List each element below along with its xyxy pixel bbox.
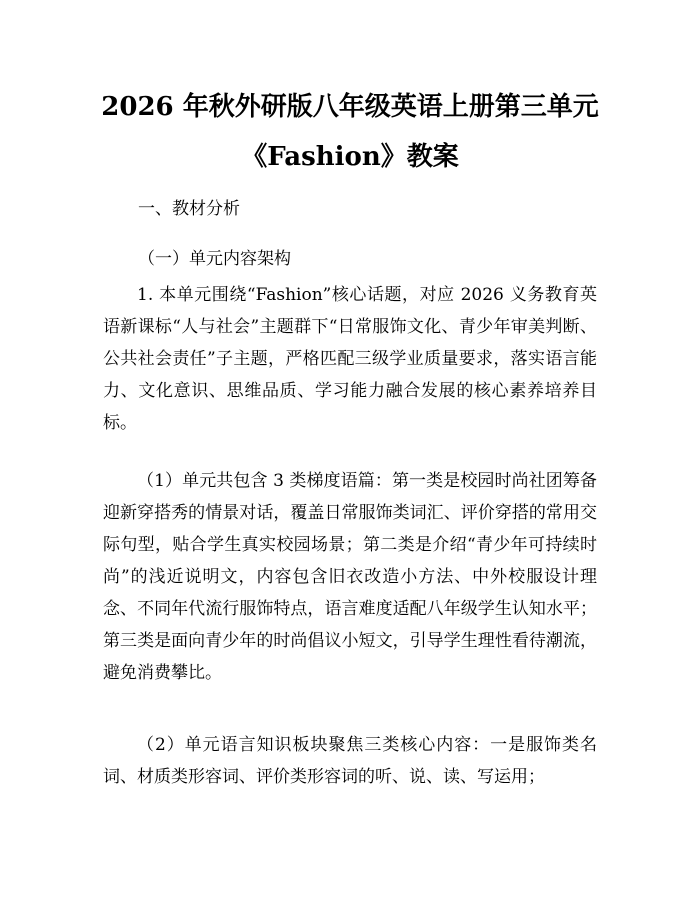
- paragraph-unit-topic: 1. 本单元围绕“Fashion”核心话题，对应 2026 义务教育英语新课标“人与社会”主题群下“日常服饰文化、青少年审美判断、公共社会责任”子主题，严格匹配三级学业质量要求，落实语言能力、文化意识、思维品质、学习能力融合发展的核心素养培养目标。: [103, 285, 597, 433]
- document-title-line-2: 《Fashion》教案: [241, 142, 459, 172]
- subsection-heading-unit-structure: （一）单元内容架构: [138, 249, 291, 269]
- section-heading-textbook-analysis: 一、教材分析: [138, 199, 240, 219]
- document-title-line-1: 2026 年秋外研版八年级英语上册第三单元: [101, 92, 599, 122]
- paragraph-language-knowledge: （2）单元语言知识板块聚焦三类核心内容：一是服饰类名词、材质类形容词、评价类形容词的听、说、读、写运用；: [103, 735, 597, 787]
- paragraph-unit-texts: （1）单元共包含 3 类梯度语篇：第一类是校园时尚社团筹备迎新穿搭秀的情景对话，覆盖日常服饰类词汇、评价穿搭的常用交际句型，贴合学生真实校园场景；第二类是介绍“青少年可持续时尚”的浅近说明文，内容包含旧衣改造小方法、中外校服设计理念、不同年代流行服饰特点，语言难度适配八年级学生认知水平；第三类是面向青少年的时尚倡议小短文，引导学生理性看待潮流，避免消费攀比。: [103, 471, 597, 683]
